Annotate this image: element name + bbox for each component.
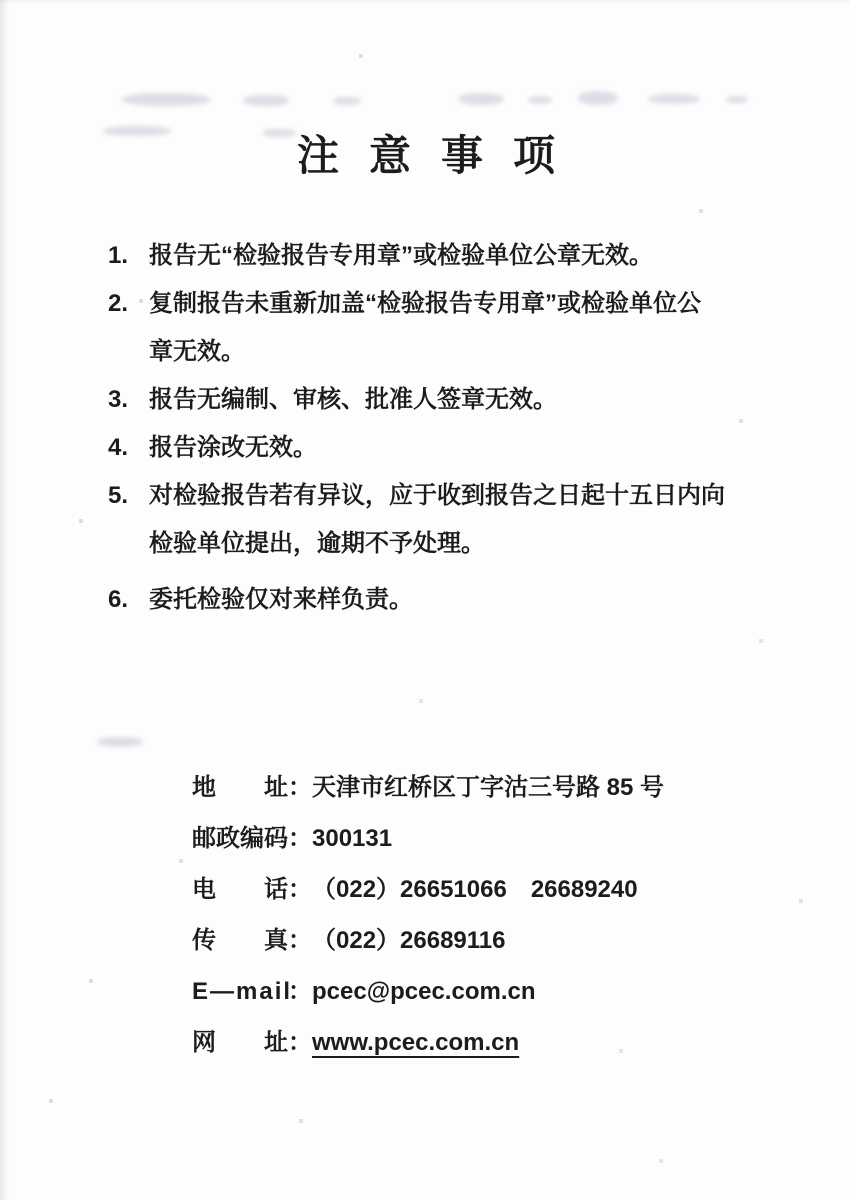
contact-value-address: 天津市红桥区丁字沽三号路 85 号 (312, 774, 665, 801)
notice-item-5-number-spacer (108, 520, 149, 568)
scan-smudge (726, 96, 748, 103)
notice-item-2-number: 2. (108, 290, 129, 317)
scan-smudge (262, 129, 296, 137)
contact-value-website: www.pcec.com.cn (312, 1029, 520, 1056)
contact-colon: ： (288, 978, 312, 1005)
notice-list (108, 232, 768, 624)
contact-colon: ： (288, 876, 312, 903)
contact-value-fax: （022）26689116 (312, 927, 506, 954)
scan-smudge (528, 96, 552, 104)
contact-row-email (192, 966, 664, 1017)
page-title: 注意事项 (297, 132, 586, 179)
notice-item-4-number: 4. (108, 434, 129, 461)
notice-item-6-number: 6. (108, 586, 129, 613)
contact-label-email: E—mail (192, 978, 293, 1005)
notice-item-5-text-line1: 对检验报告若有异议，应于收到报告之日起十五日内向 (149, 482, 725, 509)
contact-label-address: 地址 (192, 774, 288, 801)
notice-item-2 (108, 280, 768, 328)
scan-smudge (122, 93, 210, 106)
notice-item-2-text-line2: 章无效。 (149, 338, 245, 365)
scan-noise-specks (0, 0, 2, 2)
notice-item-4 (108, 424, 768, 472)
notice-item-2-continuation (108, 328, 768, 376)
contact-value-email: pcec@pcec.com.cn (312, 978, 536, 1005)
contact-row-website (192, 1017, 664, 1068)
contact-value-phone: （022）26651066 26689240 (312, 876, 638, 903)
scan-edge-shadow-top (0, 0, 850, 4)
notice-item-5-continuation (108, 520, 768, 568)
notice-item-4-text: 报告涂改无效。 (149, 434, 317, 461)
contact-label-postal-code: 邮政编码 (192, 825, 288, 852)
scan-smudge (333, 97, 361, 105)
notice-item-5-text-line2: 检验单位提出，逾期不予处理。 (149, 530, 485, 557)
scan-smudge (97, 737, 143, 747)
contact-row-fax (192, 915, 664, 966)
notice-item-3-number: 3. (108, 386, 129, 413)
notice-item-6 (108, 576, 768, 624)
notice-item-1-number: 1. (108, 242, 129, 269)
notice-item-5-number: 5. (108, 482, 129, 509)
contact-colon: ： (288, 825, 312, 852)
contact-colon: ： (288, 927, 312, 954)
notice-item-1-text: 报告无“检验报告专用章”或检验单位公章无效。 (149, 242, 653, 269)
scan-smudge (648, 94, 700, 104)
notice-item-6-text: 委托检验仅对来样负责。 (149, 586, 413, 613)
notice-item-2-text-line1: 复制报告未重新加盖“检验报告专用章”或检验单位公 (149, 290, 701, 317)
notice-item-3 (108, 376, 768, 424)
notice-item-2-number-spacer (108, 328, 149, 376)
scan-smudge (243, 95, 289, 106)
notice-item-3-text: 报告无编制、审核、批准人签章无效。 (149, 386, 557, 413)
scan-edge-shadow (0, 0, 9, 1200)
contact-row-address (192, 762, 664, 813)
notice-item-5 (108, 472, 768, 520)
scan-smudge (103, 126, 171, 136)
contact-row-postal-code (192, 813, 664, 864)
scan-smudge (458, 93, 504, 105)
contact-block (192, 762, 664, 1068)
contact-label-fax: 传真 (192, 927, 288, 954)
contact-colon: ： (288, 774, 312, 801)
contact-colon: ： (288, 1029, 312, 1056)
contact-value-postal-code: 300131 (312, 825, 393, 852)
contact-row-phone (192, 864, 664, 915)
contact-label-phone: 电话 (192, 876, 288, 903)
contact-label-website: 网址 (192, 1029, 288, 1056)
notice-item-1 (108, 232, 768, 280)
scan-smudge (578, 91, 618, 105)
